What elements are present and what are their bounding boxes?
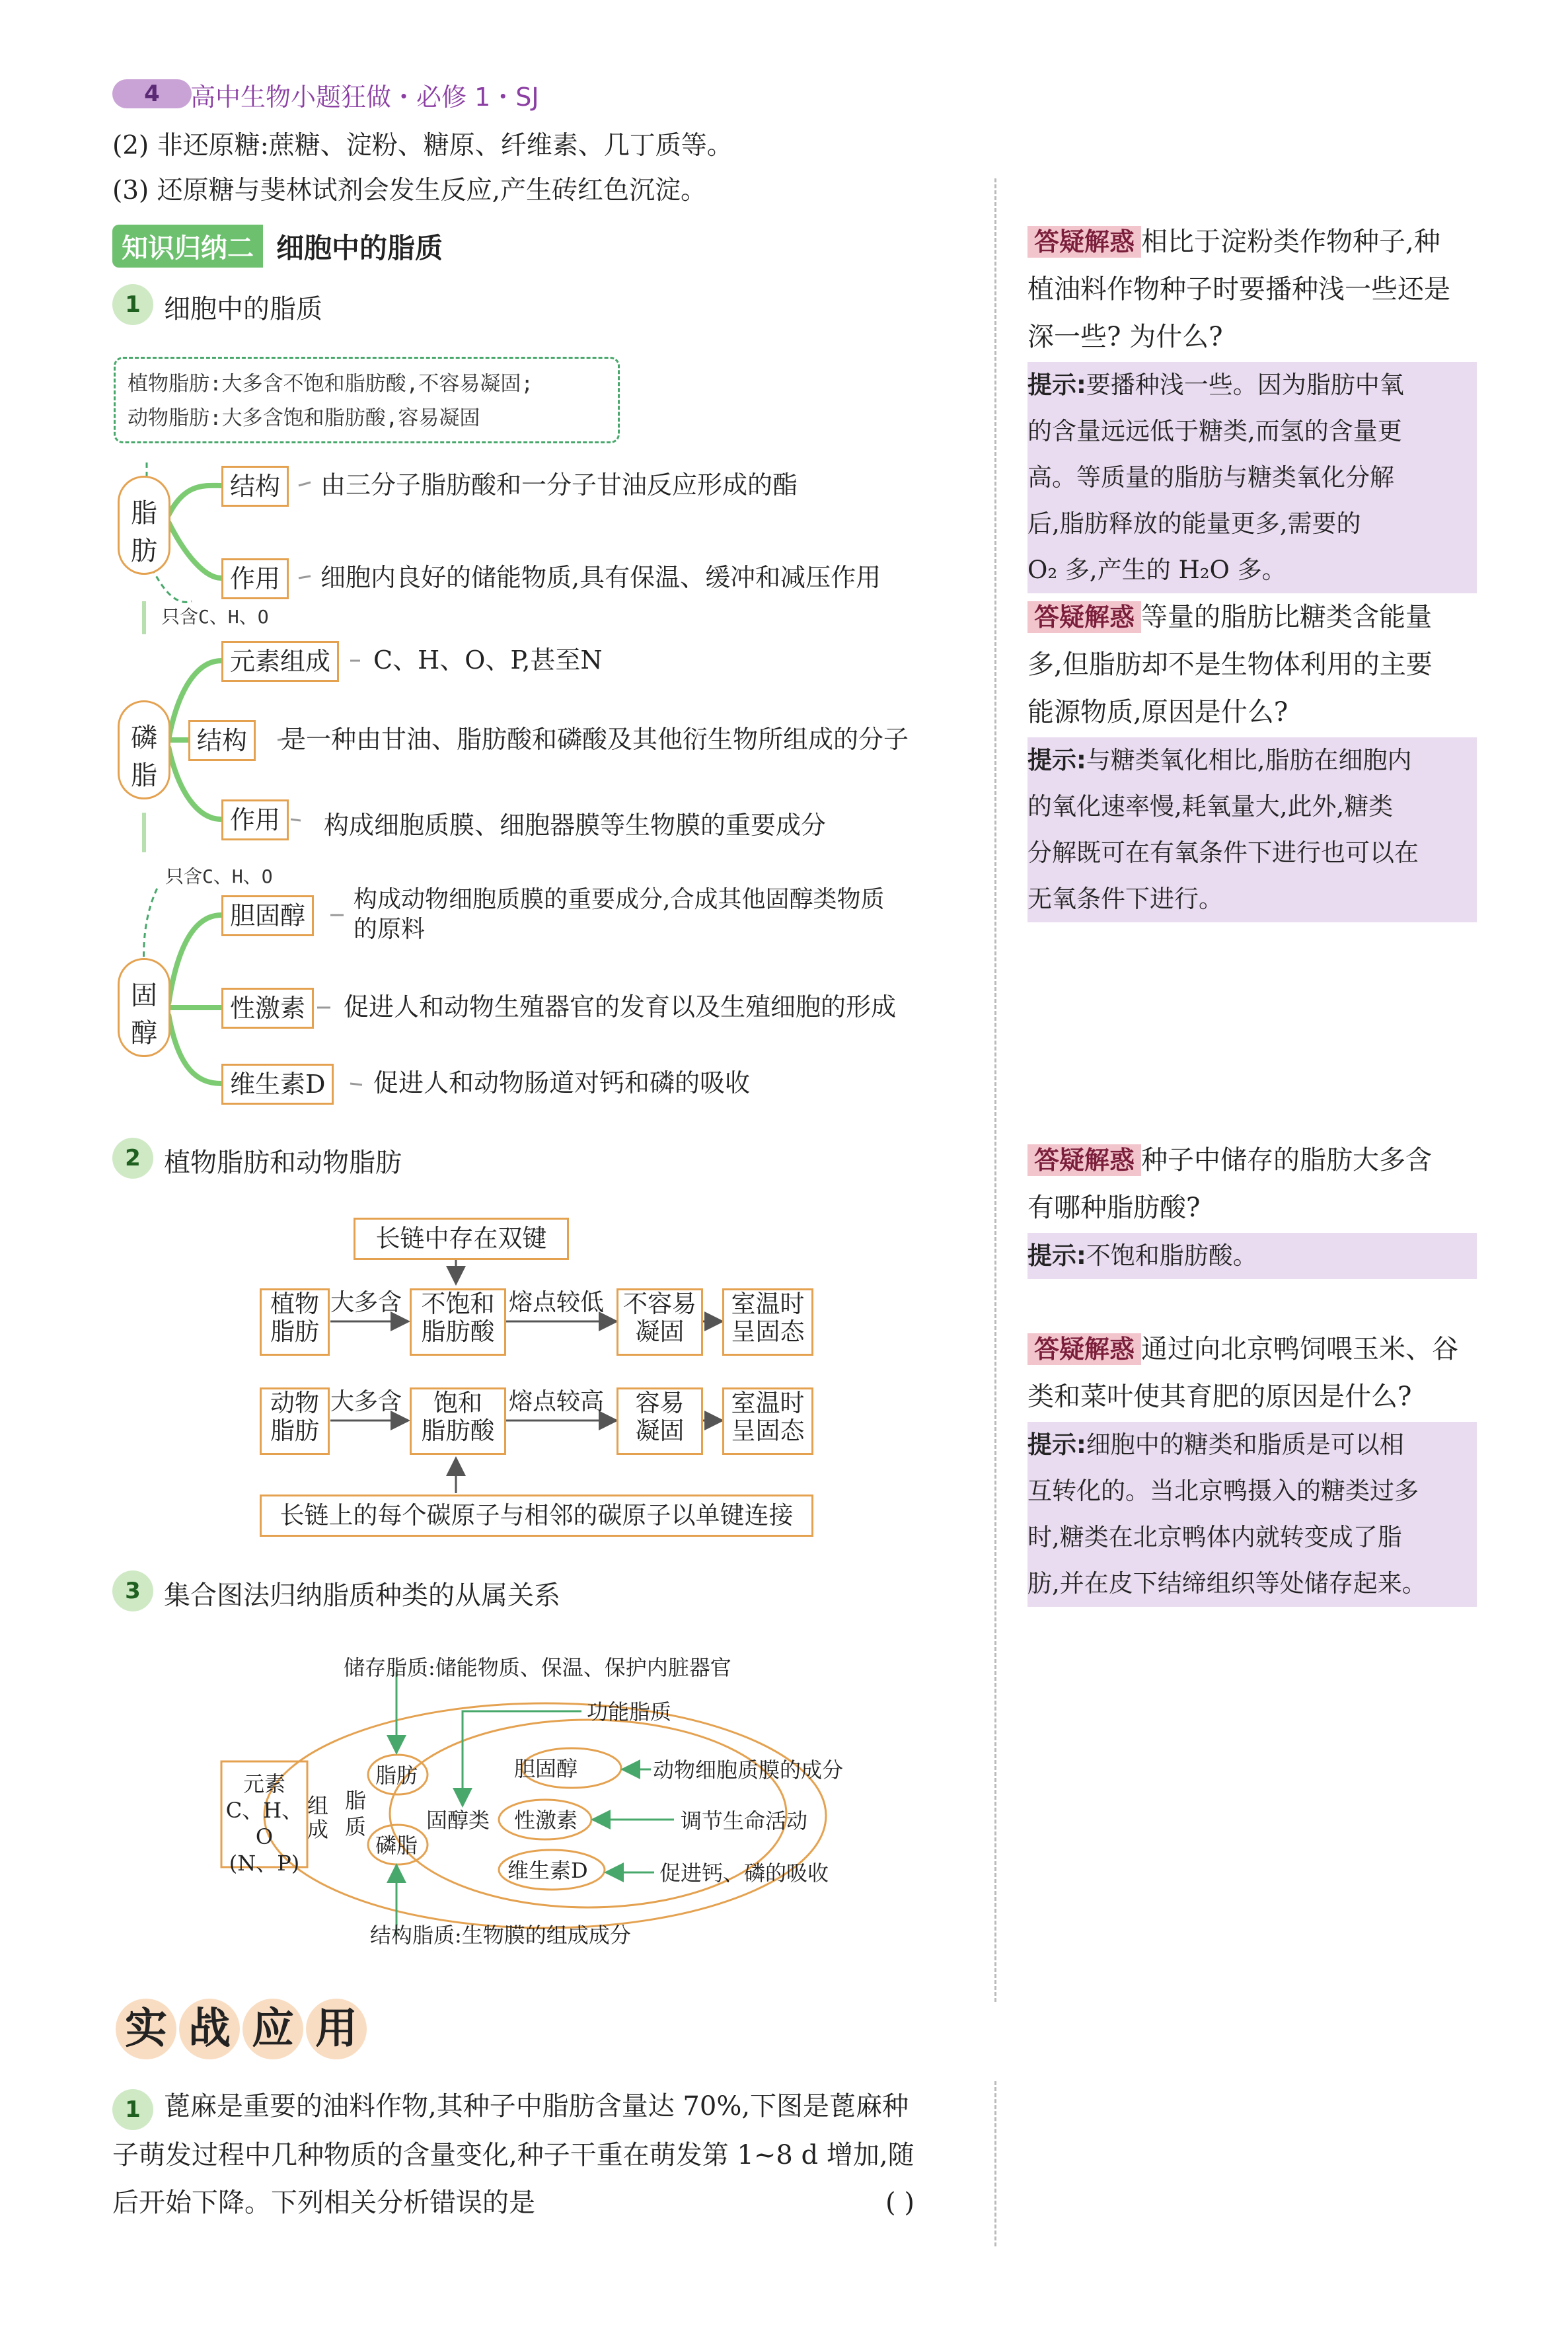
cholesterol-text-2: 的原料	[354, 916, 426, 943]
question1-number: 1	[112, 2089, 153, 2130]
flow-top-box: 长链中存在双键	[354, 1218, 569, 1260]
phospho-element-label: 元素组成	[221, 641, 339, 682]
venn-compose-label: 组 成	[307, 1793, 329, 1842]
sub2-title: 植物脂肪和动物脂肪	[164, 1148, 402, 1178]
venn-sex-note: 调节生命活动	[681, 1808, 808, 1833]
fat-structure-text: 由三分子脂肪酸和一分子甘油反应形成的酯	[320, 470, 798, 499]
flow-melt-high: 熔点较高	[509, 1388, 605, 1415]
flow-freeze: 容易 凝固	[616, 1387, 703, 1455]
sterol-label-2: 醇	[131, 1018, 157, 1049]
flow-animal-fat: 动物 脂肪	[260, 1387, 330, 1455]
intro-line-3: (3) 还原糖与斐林试剂会发生反应,产生砖红色沉淀。	[112, 176, 707, 205]
flow-bottom-box: 长链上的每个碳原子与相邻的碳原子以单键连接	[260, 1495, 813, 1537]
sidebar-hint-3: 提示:不饱和脂肪酸。	[1027, 1233, 1477, 1279]
sub1-number: 1	[112, 284, 153, 325]
sub3-number: 3	[112, 1570, 153, 1611]
sub2-number: 2	[112, 1138, 153, 1179]
sidebar-q1: 答疑解惑 相比于淀粉类作物种子,种 植油料作物种子时要播种浅一些还是 深一些? 为什么?	[1027, 227, 1450, 352]
sidebar-q3: 答疑解惑 种子中储存的脂肪大多含 有哪种脂肪酸?	[1027, 1145, 1433, 1223]
venn-cholesterol: 胆固醇	[514, 1756, 578, 1781]
cholesterol-label: 胆固醇	[221, 895, 314, 936]
phospho-structure-text: 是一种由甘油、脂肪酸和磷酸及其他衍生物所组成的分子	[281, 725, 909, 754]
sex-hormone-text: 促进人和动物生殖器官的发育以及生殖细胞的形成	[344, 992, 897, 1021]
practice-char-3: 应	[243, 1999, 303, 2059]
phospho-label-1: 磷	[131, 723, 157, 753]
venn-cholesterol-note: 动物细胞质膜的成分	[653, 1757, 844, 1783]
sidebar-hint-1: 提示:要播种浅一些。因为脂肪中氧 的含量远远低于糖类,而氢的含量更 高。等质量的脂肪与糖类氧化分解 后,脂肪释放的能量更多,需要的 O₂ 多,产生的 H₂O 多。	[1027, 362, 1477, 593]
sidebar-q4: 答疑解惑 通过向北京鸭饲喂玉米、谷 类和菜叶使其育肥的原因是什么?	[1027, 1334, 1459, 1412]
sidebar-hint-2: 提示:与糖类氧化相比,脂肪在细胞内 的氧化速率慢,耗氧量大,此外,糖类 分解既可在有氧条件下进行也可以在 无氧条件下进行。	[1027, 737, 1477, 922]
fat-label-1: 脂	[131, 498, 157, 529]
section-title: 细胞中的脂质	[276, 231, 443, 264]
fat-function-text: 细胞内良好的储能物质,具有保温、缓冲和减压作用	[320, 563, 881, 592]
sub1-title: 细胞中的脂质	[164, 294, 322, 324]
note-plant-fat: 植物脂肪:大多含不饱和脂肪酸,不容易凝固;	[128, 372, 533, 396]
fat-structure-label: 结构	[221, 466, 289, 507]
flow-mostly-2: 大多含	[330, 1388, 402, 1415]
fat-function-label: 作用	[221, 558, 289, 599]
flow-melt-low: 熔点较低	[509, 1289, 605, 1316]
practice-heading	[116, 1999, 367, 2059]
phospho-structure-label: 结构	[188, 720, 256, 761]
flow-arrows	[258, 1216, 826, 1533]
venn-structural-note: 结构脂质:生物膜的组成成分	[370, 1923, 631, 1948]
question1-line-1: 蓖麻是重要的油料作物,其种子中脂肪含量达 70%,下图是蓖麻种	[164, 2091, 909, 2122]
sub3-title: 集合图法归纳脂质种类的从属关系	[164, 1580, 560, 1611]
sex-hormone-label: 性激素	[221, 988, 314, 1029]
page-number: 4	[112, 79, 192, 108]
sterol-label-1: 固	[131, 980, 157, 1011]
phospho-function-text: 构成细胞质膜、细胞器膜等生物膜的重要成分	[324, 811, 827, 840]
fat-label-2: 肪	[131, 536, 157, 566]
only-chno-note-2: 只含C、H、O	[165, 866, 273, 887]
practice-char-1: 实	[116, 1999, 176, 2059]
phospholipid-node	[118, 700, 170, 799]
venn-sex-hormone: 性激素	[514, 1808, 578, 1833]
question1-line-2: 子萌发过程中几种物质的含量变化,种子干重在萌发第 1~8 d 增加,随	[112, 2140, 915, 2170]
intro-line-2: (2) 非还原糖:蔗糖、淀粉、糖原、纤维素、几丁质等。	[112, 131, 733, 161]
phospho-function-label: 作用	[221, 799, 289, 840]
venn-elements-box: 元素 C、H、O (N、P)	[225, 1771, 303, 1876]
fat-note-box	[114, 357, 620, 443]
venn-storage-note: 储存脂质:储能物质、保温、保护内脏器官	[344, 1655, 731, 1680]
flow-room-solid-2: 室温时 呈固态	[722, 1387, 813, 1455]
flow-unsaturated: 不饱和 脂肪酸	[410, 1288, 506, 1356]
fat-node	[118, 476, 170, 575]
flow-room-solid-1: 室温时 呈固态	[722, 1288, 813, 1356]
flow-saturated: 饱和 脂肪酸	[410, 1387, 506, 1455]
only-chno-note-1: 只含C、H、O	[161, 606, 269, 628]
section-badge: 知识归纳二	[112, 225, 263, 268]
phospho-element-text: C、H、O、P,甚至N	[373, 646, 603, 675]
flow-mostly-1: 大多含	[330, 1289, 402, 1316]
book-title: 高中生物小题狂做・必修 1・SJ	[190, 83, 539, 112]
vitamin-d-text: 促进人和动物肠道对钙和磷的吸收	[373, 1068, 751, 1097]
column-divider-lower	[994, 2081, 996, 2246]
flow-plant-fat: 植物 脂肪	[260, 1288, 330, 1356]
question1-line-3: 后开始下降。下列相关分析错误的是	[112, 2188, 535, 2218]
qa-tag-3: 答疑解惑	[1027, 1144, 1141, 1176]
flow-not-freeze: 不容易 凝固	[616, 1288, 703, 1356]
venn-lipid-label: 脂 质	[345, 1788, 367, 1839]
phospho-label-2: 脂	[131, 760, 157, 791]
question1-answer-paren: ( )	[885, 2188, 915, 2218]
venn-sterols: 固醇类	[426, 1808, 490, 1833]
qa-tag-1: 答疑解惑	[1027, 226, 1141, 258]
note-animal-fat: 动物脂肪:大多含饱和脂肪酸,容易凝固	[128, 406, 480, 430]
sterol-node	[118, 958, 170, 1057]
practice-char-4: 用	[306, 1999, 367, 2059]
column-divider	[994, 178, 996, 2002]
venn-vitamin-d: 维生素D	[507, 1858, 588, 1883]
vitamin-d-label: 维生素D	[221, 1064, 334, 1105]
venn-functional-note: 功能脂质	[587, 1699, 672, 1724]
sidebar-q2: 答疑解惑 等量的脂肪比糖类含能量 多,但脂肪却不是生物体利用的主要 能源物质,原因是什么?	[1027, 602, 1433, 727]
venn-phospholipid: 磷脂	[375, 1833, 418, 1858]
qa-tag-4: 答疑解惑	[1027, 1333, 1141, 1365]
section-heading	[112, 225, 443, 268]
qa-tag-2: 答疑解惑	[1027, 601, 1141, 633]
practice-char-2: 战	[179, 1999, 240, 2059]
venn-fat: 脂肪	[375, 1763, 418, 1788]
venn-vd-note: 促进钙、磷的吸收	[659, 1861, 829, 1886]
sidebar-hint-4: 提示:细胞中的糖类和脂质是可以相 互转化的。当北京鸭摄入的糖类过多 时,糖类在北京鸭体内就转变成了脂 肪,并在皮下结缔组织等处储存起来。	[1027, 1422, 1477, 1607]
cholesterol-text-1: 构成动物细胞质膜的重要成分,合成其他固醇类物质	[354, 886, 885, 913]
